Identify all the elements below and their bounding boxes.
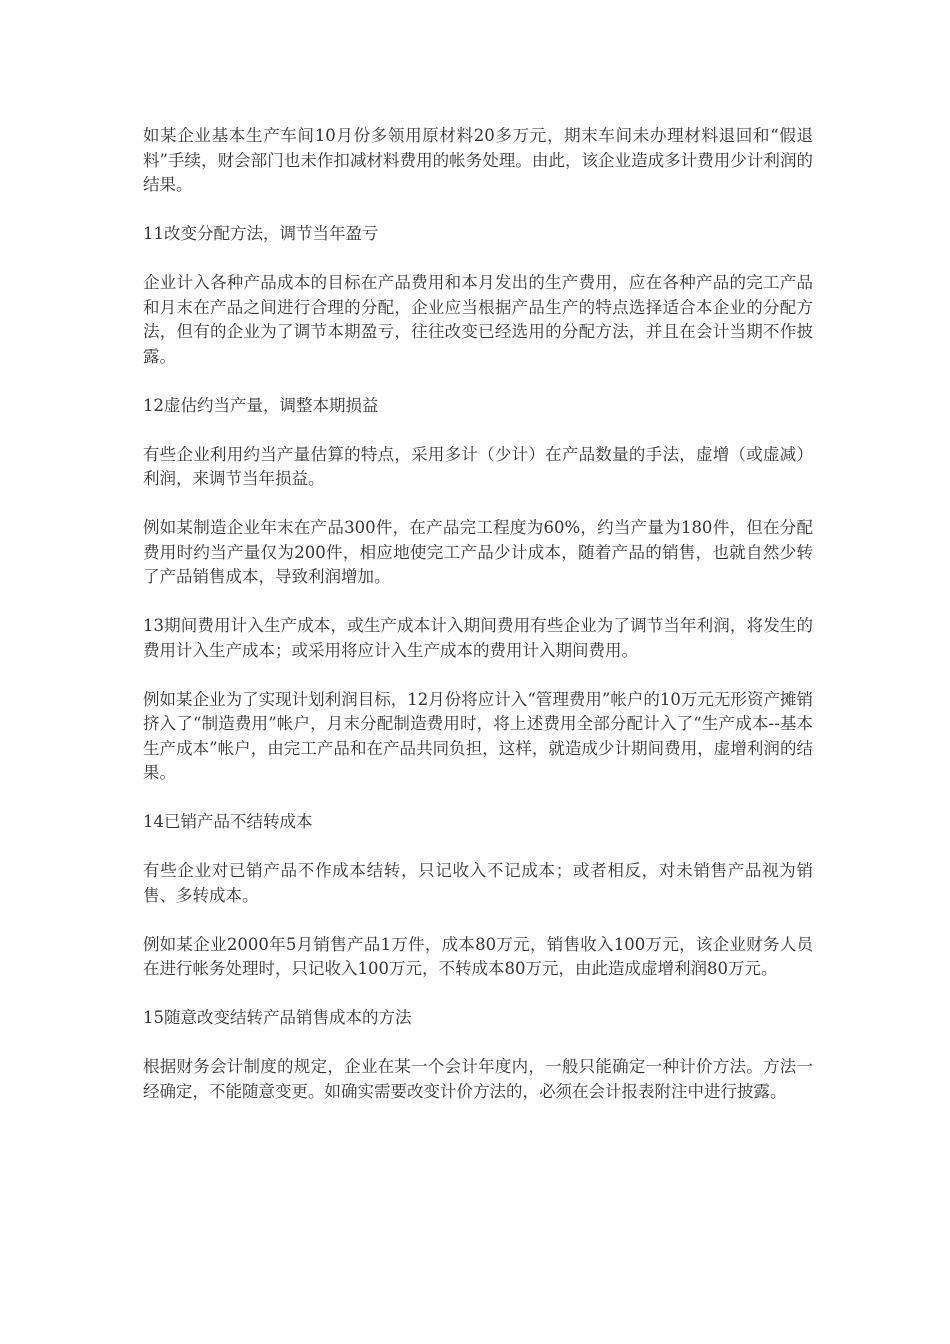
document-body xyxy=(143,124,813,1129)
section-heading: 12虚估约当产量，调整本期损益 xyxy=(143,395,379,415)
section-heading: 15随意改变结转产品销售成本的方法 xyxy=(143,1008,412,1027)
paragraph: 有些企业对已销产品不作成本结转，只记收入不记成本；或者相反，对未销售产品视为销售、多转成本。 xyxy=(143,861,813,905)
paragraph: 企业计入各种产品成本的目标在产品费用和本月发出的生产费用，应在各种产品的完工产品和月末在产品之间进行合理的分配，企业应当根据产品生产的特点选择适合本企业的分配方法，但有的企业为了调节本期盈亏，往往改变已经选用的分配方法，并且在会计当期不作披露。 xyxy=(143,273,813,366)
paragraph: 例如某企业为了实现计划利润目标，12月份将应计入“管理费用”帐户的10万元无形资产摊销挤入了“制造费用”帐户，月末分配制造费用时，将上述费用全部分配计入了“生产成本--基本生产成本”帐户，由完工产品和在产品共同负担，这样，就造成少计期间费用，虚增利润的结果。 xyxy=(143,689,813,782)
paragraph: 例如某企业2000年5月销售产品1万件，成本80万元，销售收入100万元，该企业财务人员在进行帐务处理时，只记收入100万元，不转成本80万元，由此造成虚增利润80万元。 xyxy=(143,934,813,978)
paragraph: 例如某制造企业年末在产品300件，在产品完工程度为60%，约当产量为180件，但在分配费用时约当产量仅为200件，相应地使完工产品少计成本，随着产品的销售，也就自然少转了产品销售成本，导致利润增加。 xyxy=(143,518,813,586)
paragraph: 13期间费用计入生产成本，或生产成本计入期间费用有些企业为了调节当年利润，将发生的费用计入生产成本；或采用将应计入生产成本的费用计入期间费用。 xyxy=(143,616,813,660)
paragraph: 根据财务会计制度的规定，企业在某一个会计年度内，一般只能确定一种计价方法。方法一经确定，不能随意变更。如确实需要改变计价方法的，必须在会计报表附注中进行披露。 xyxy=(143,1057,813,1101)
paragraph: 有些企业利用约当产量估算的特点，采用多计（少计）在产品数量的手法，虚增（或虚减）利润，来调节当年损益。 xyxy=(143,444,813,488)
paragraph: 如某企业基本生产车间10月份多领用原材料20多万元，期末车间未办理材料退回和“假退料”手续，财会部门也未作扣减材料费用的帐务处理。由此，该企业造成多计费用少计利润的结果。 xyxy=(143,126,813,194)
section-heading: 14已销产品不结转成本 xyxy=(143,812,313,831)
section-heading: 11改变分配方法，调节当年盈亏 xyxy=(143,224,379,243)
